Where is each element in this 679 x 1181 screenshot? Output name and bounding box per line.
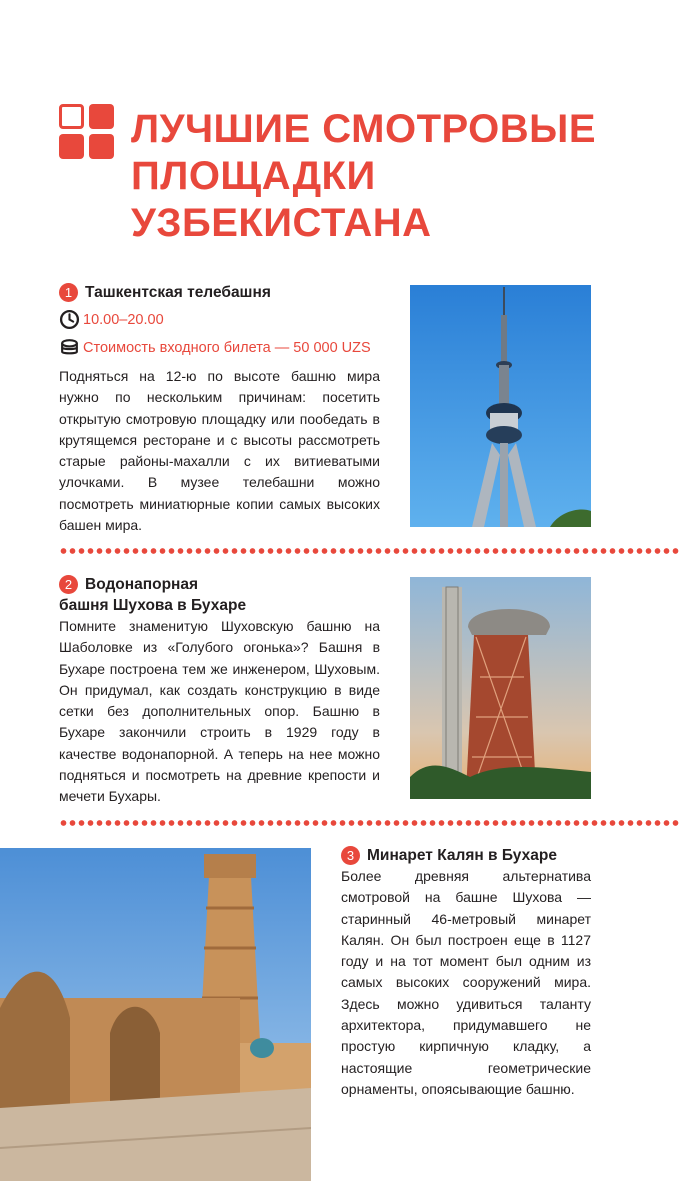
- dotted-divider: [59, 820, 679, 826]
- section-1-text: Подняться на 12-ю по высоте башню мира нужно по нескольким причинам: посетить открытую смотровую площадку или пообедать в крутящемся ресторане и с высоты рассмотреть старые районы-махалли с их витиеватыми улочками. В музее телебашни можно посмотреть миниатюрные копии самых высоких башен мира.: [59, 368, 380, 534]
- section-3-heading: [341, 845, 557, 866]
- section-3-text: Более древняя альтернатива смотровой на башне Шухова — старинный 46-метровый минарет Калян. Он был построен еще в 1127 году и на тот момент был одним из самых высоких сооружений мира. Здесь можно удивиться таланту архитектора, придумавшего не простую кирпичную кладку, а настоящие геометрические орнаменты, опоясывающие башню.: [341, 868, 591, 1097]
- section-2-text: Помните знаменитую Шуховскую башню на Шаболовке из «Голубого огонька»? Башня в Бухаре построена тем же инженером, Шуховым. Он придумал, как создать конструкцию в виде сетки без дополнительных опор. Башню в Бухаре закончили строить в 1929 году в качестве водонапорной. А теперь на нее можно подняться и посмотреть на древние крепости и мечети Бухары.: [59, 618, 380, 805]
- coins-icon: [59, 337, 80, 358]
- section-number-badge: 3: [341, 846, 360, 865]
- page-title: [131, 106, 596, 247]
- section-title: башня Шухова в Бухаре: [59, 597, 247, 614]
- section-number-badge: 1: [59, 283, 78, 302]
- section-title: Ташкентская телебашня: [85, 284, 271, 301]
- clock-icon: [59, 309, 80, 330]
- section-2-heading: [59, 574, 198, 595]
- hours-text: 10.00–20.00: [83, 311, 164, 328]
- ticket-price: [59, 337, 371, 358]
- section-1-heading: [59, 282, 271, 303]
- title-line: УЗБЕКИСТАНА: [131, 201, 432, 245]
- section-number-badge: 2: [59, 575, 78, 594]
- ticket-text: Стоимость входного билета — 50 000 UZS: [83, 339, 371, 356]
- section-title: Минарет Калян в Бухаре: [367, 847, 557, 864]
- title-line: ПЛОЩАДКИ: [131, 154, 376, 198]
- section-2-heading-continued: [59, 595, 246, 616]
- section-logo-icon: [59, 104, 117, 162]
- shukhov-tower-photo: [410, 577, 591, 799]
- kalyan-minaret-photo: [0, 848, 311, 1181]
- dotted-divider: [59, 548, 679, 554]
- tv-tower-photo: [410, 285, 591, 527]
- opening-hours: [59, 309, 164, 330]
- title-line: ЛУЧШИЕ СМОТРОВЫЕ: [131, 107, 597, 151]
- section-title: Водонапорная: [85, 576, 199, 593]
